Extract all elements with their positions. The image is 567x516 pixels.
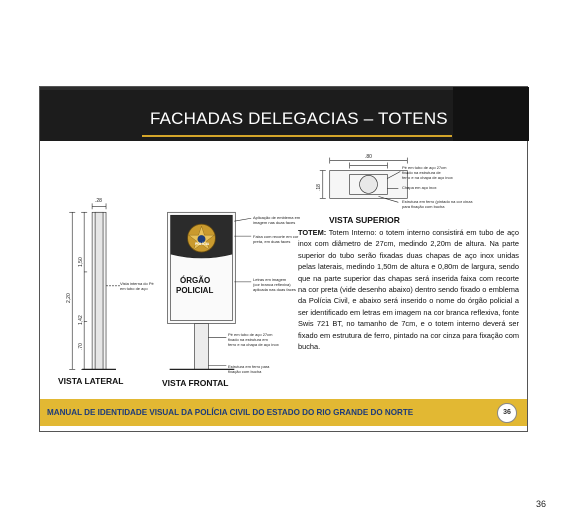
- page-number: 36: [536, 499, 547, 509]
- note-letras: Letras em imagem (cor branca reflexiva) aplicada nas duas faces: [253, 277, 296, 292]
- note-faixa: Faixa com recorte em cor preta, em duas faces: [253, 234, 299, 244]
- dim-height-lower: .70: [78, 343, 84, 350]
- dim-superior-outer: .80: [365, 154, 372, 160]
- note-emblema: Aplicação de emblema em imagem nas duas faces: [253, 215, 301, 225]
- note-superior-pe-tubo: Pé em tubo de aço 27cm fixado na estrutura de ferro e na chapa de aço inox: [402, 165, 453, 180]
- dim-width-top: .28: [95, 198, 102, 204]
- dim-height-upper: 1,50: [78, 257, 84, 267]
- superior-view-drawing: [320, 158, 407, 203]
- police-emblem: [188, 224, 216, 252]
- slide: [39, 86, 528, 432]
- note-interior-pe: Vista interna do Pé em tubo de aço: [120, 281, 154, 291]
- slide-number-badge: 36: [497, 403, 517, 423]
- dim-superior-depth-a: .18: [316, 184, 322, 191]
- sign-text-line2: POLICIAL: [176, 286, 214, 295]
- description-text: Totem Interno: o totem interno consistirá em tubo de aço inox com diâmetro de 27cm, medindo 2,20m de altura. Na parte superior do tubo serão fixadas duas chapas de aço inox unidas pelas laterais, medindo 1,50m de altura e 0,80m de largura, sendo que na parte superior das chapas será inserida faixa com recorte na cor preta (vide desenho abaixo) dentro sendo fixado o emblema da Polícia Civil, e abaixo será inserido o nome do órgão policial a ser identificado em letras em imagem na cor branca reflexiva, fonte Swis 721 BT, no tamanho de 7cm, e o totem interno deverá ser fixado em estrutura de ferro, pintado na cor cinza para fixação com bucha.: [298, 228, 519, 352]
- note-estrutura: Estrutura em ferro para fixação com bucha: [228, 364, 270, 374]
- dim-height-total: 2,20: [66, 293, 72, 303]
- label-vista-superior: VISTA SUPERIOR: [329, 215, 400, 225]
- dim-height-mid: 1,42: [78, 315, 84, 325]
- emblem-text-top: POLÍCIA: [195, 242, 210, 246]
- sign-text-line1: ÓRGÃO: [180, 276, 211, 285]
- note-superior-chapa: Chapa em aço inox: [402, 185, 437, 190]
- note-superior-estrutura: Estrutura em ferro (pintado na cor cinza para fixação com bucha: [402, 199, 473, 209]
- description-lead: TOTEM:: [298, 228, 327, 237]
- slide-title: FACHADAS DELEGACIAS – TOTENS: [150, 109, 448, 128]
- slide-footer: [40, 399, 527, 426]
- totem-description: [298, 227, 519, 352]
- footer-text: MANUAL DE IDENTIDADE VISUAL DA POLÍCIA CIVIL DO ESTADO DO RIO GRANDE DO NORTE: [47, 408, 414, 417]
- lateral-view-drawing: [69, 203, 120, 369]
- label-vista-frontal: VISTA FRONTAL: [162, 378, 229, 388]
- label-vista-lateral: VISTA LATERAL: [58, 376, 124, 386]
- note-pe-tubo: Pé em tubo de aço 27cm fixado na estrutura em ferro e na chapa de aço inox: [228, 332, 279, 347]
